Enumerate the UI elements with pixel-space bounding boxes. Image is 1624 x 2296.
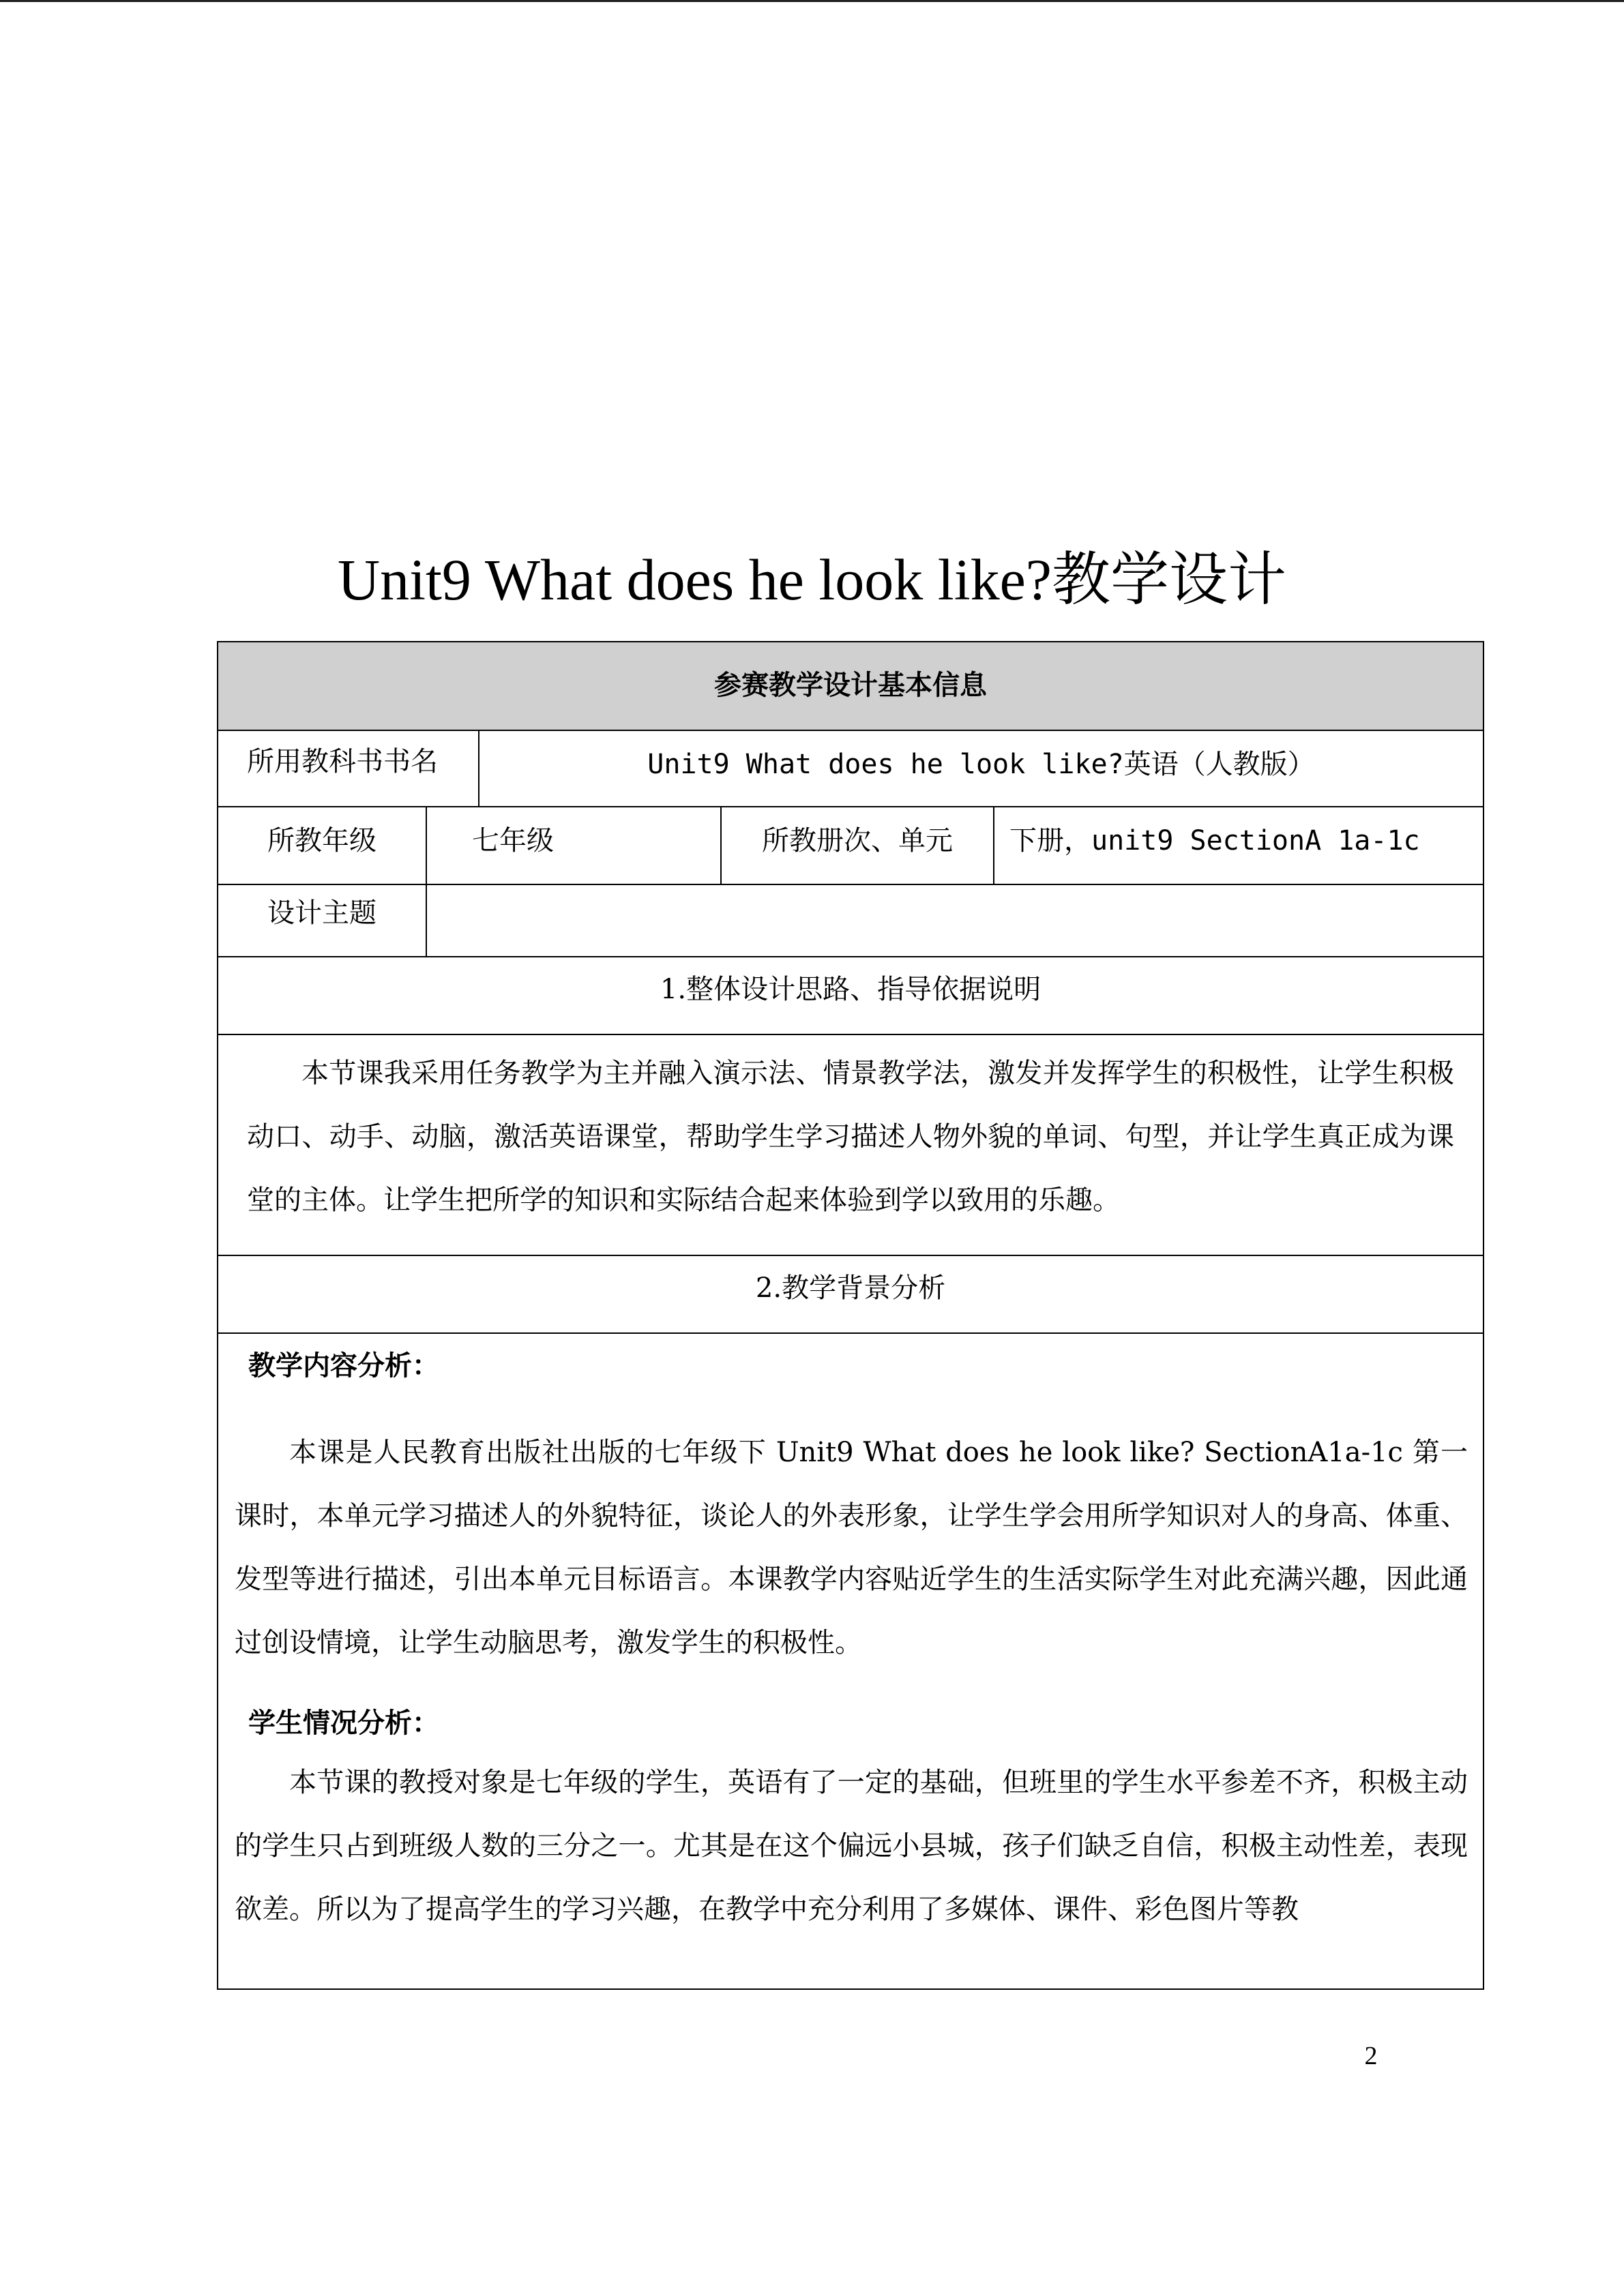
section1-body-row [217, 1035, 1484, 1256]
content-analysis-body: 本课是人民教育出版社出版的七年级下 Unit9 What does he look like? SectionA1a-1c 第一课时，本单元学习描述人的外貌特征，谈论人的外表形象，让学生学会用所学知识对人的身高、体重、发型等进行描述，引出本单元目标语言。本课教学内容贴近学生的生活实际学生对此充满兴趣，因此通过创设情境，让学生动脑思考，激发学生的积极性。 [235, 1437, 1468, 1658]
table-header-row [217, 641, 1484, 731]
textbook-value-cell [479, 731, 1483, 806]
textbook-value: Unit9 What does he look like?英语（人教版） [647, 749, 1315, 780]
page-number: 2 [1364, 2042, 1378, 2070]
student-analysis-heading: 学生情况分析： [248, 1708, 439, 1739]
volume-label: 所教册次、单元 [762, 825, 953, 856]
theme-label-cell [218, 885, 427, 956]
student-analysis-body: 本节课的教授对象是七年级的学生，英语有了一定的基础，但班里的学生水平参差不齐，积极主动的学生只占到班级人数的三分之一。尤其是在这个偏远小县城，孩子们缺乏自信，积极主动性差，表现欲差。所以为了提高学生的学习兴趣，在教学中充分利用了多媒体、课件、彩色图片等教 [235, 1767, 1468, 1925]
info-table [217, 641, 1484, 1990]
textbook-row [217, 731, 1484, 807]
textbook-label: 所用教科书书名 [247, 746, 438, 777]
grade-label: 所教年级 [267, 825, 377, 856]
top-border-line [0, 0, 1624, 2]
grade-label-cell [218, 807, 427, 884]
theme-label: 设计主题 [267, 897, 377, 929]
section1-title-row [217, 957, 1484, 1035]
textbook-label-cell [218, 731, 479, 806]
volume-label-cell [722, 807, 994, 884]
grade-row [217, 807, 1484, 885]
volume-value-cell [994, 807, 1483, 884]
section2-body-row [217, 1334, 1484, 1990]
section1-title: 1.整体设计思路、指导依据说明 [660, 974, 1042, 1005]
grade-value-cell [427, 807, 722, 884]
volume-value: 下册，unit9 SectionA 1a-1c [1009, 825, 1420, 856]
document-title: Unit9 What does he look like?教学设计 [338, 547, 1286, 612]
theme-row [217, 885, 1484, 957]
grade-value: 七年级 [472, 825, 554, 856]
section2-title-row [217, 1256, 1484, 1334]
content-analysis-heading: 教学内容分析： [248, 1350, 439, 1382]
table-header-text: 参赛教学设计基本信息 [714, 670, 987, 701]
section1-body: 本节课我采用任务教学为主并融入演示法、情景教学法，激发并发挥学生的积极性，让学生积极动口、动手、动脑，激活英语课堂，帮助学生学习描述人物外貌的单词、句型，并让学生真正成为课堂的主体。让学生把所学的知识和实际结合起来体验到学以致用的乐趣。 [247, 1058, 1454, 1216]
section2-title: 2.教学背景分析 [755, 1272, 946, 1304]
theme-value-cell [427, 885, 1483, 956]
